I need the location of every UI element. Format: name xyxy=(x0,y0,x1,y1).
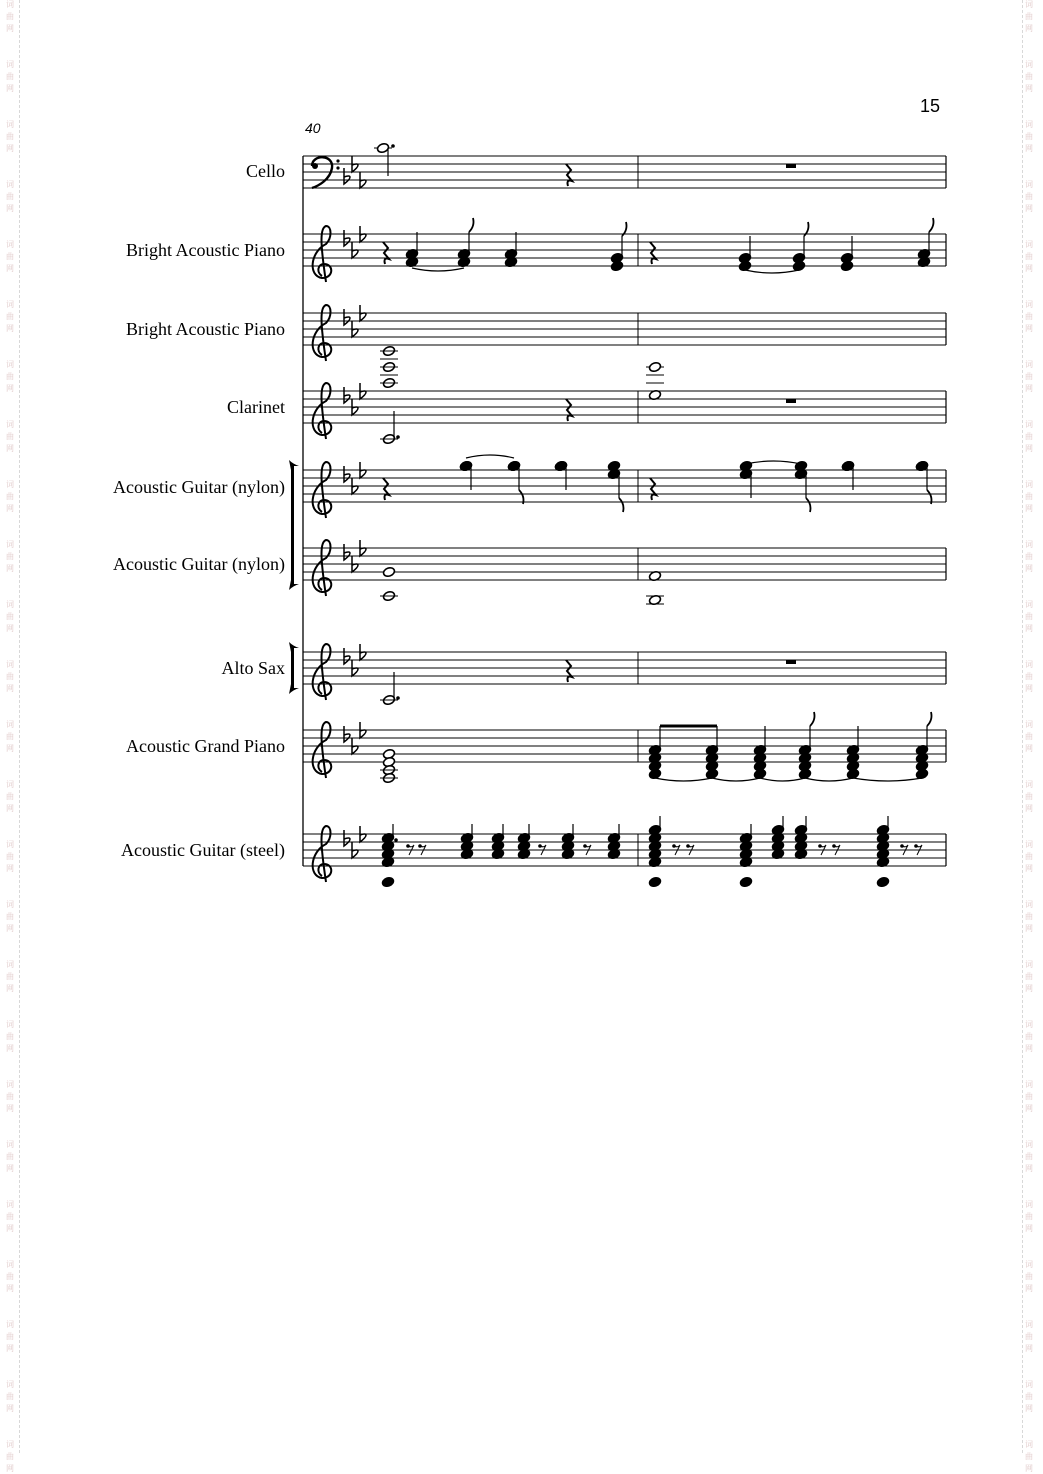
watermark-glyph: 词 xyxy=(1025,960,1033,969)
watermark-glyph: 网 xyxy=(6,624,14,633)
flat-icon xyxy=(352,738,358,754)
watermark-glyph: 词 xyxy=(6,120,14,129)
bass-clef-icon xyxy=(336,166,339,169)
watermark-glyph: 词 xyxy=(1025,180,1033,189)
watermark-glyph: 曲 xyxy=(6,1032,14,1041)
quarter-rest xyxy=(566,660,572,682)
watermark-glyph: 网 xyxy=(1025,1104,1033,1113)
flat-icon xyxy=(360,540,366,556)
watermark-glyph: 网 xyxy=(6,84,14,93)
watermark-glyph: 网 xyxy=(1025,1164,1033,1173)
watermark-glyph: 曲 xyxy=(1025,1092,1033,1101)
staff-label-bright-piano-1: Bright Acoustic Piano xyxy=(126,240,285,260)
watermark-glyph: 网 xyxy=(1025,804,1033,813)
watermark-glyph: 词 xyxy=(6,420,14,429)
watermark-glyph: 网 xyxy=(1025,504,1033,513)
watermark-glyph: 词 xyxy=(1025,1440,1033,1449)
whole-note-head xyxy=(648,361,661,372)
flat-icon xyxy=(344,309,350,325)
quarter-rest xyxy=(566,164,572,186)
quarter-rest xyxy=(383,478,389,500)
watermark-glyph: 词 xyxy=(6,1140,14,1149)
watermark-glyph: 网 xyxy=(6,264,14,273)
watermark-glyph: 曲 xyxy=(1025,192,1033,201)
watermark-glyph: 网 xyxy=(6,1344,14,1353)
watermark-glyph: 曲 xyxy=(6,1092,14,1101)
flat-icon xyxy=(352,660,358,676)
watermark-glyph: 曲 xyxy=(1025,732,1033,741)
watermark-glyph: 词 xyxy=(1025,1380,1033,1389)
quarter-rest xyxy=(650,242,656,264)
watermark-glyph: 词 xyxy=(6,720,14,729)
watermark-glyph: 词 xyxy=(6,960,14,969)
staff-label-alto-sax: Alto Sax xyxy=(221,658,285,678)
note-flag xyxy=(929,218,934,232)
watermark-glyph: 曲 xyxy=(6,1332,14,1341)
watermark-glyph: 网 xyxy=(6,444,14,453)
flat-icon xyxy=(360,383,366,399)
tie xyxy=(805,778,853,781)
quarter-rest xyxy=(650,478,656,500)
watermark-glyph: 网 xyxy=(6,24,14,33)
page-number: 15 xyxy=(920,96,941,116)
flat-icon xyxy=(360,226,366,242)
flat-icon xyxy=(344,387,350,403)
watermark-glyph: 网 xyxy=(6,804,14,813)
quarter-rest xyxy=(383,242,389,264)
watermark-glyph: 曲 xyxy=(6,312,14,321)
watermark-glyph: 网 xyxy=(1025,384,1033,393)
watermark-glyph: 网 xyxy=(6,1224,14,1233)
watermark-glyph: 网 xyxy=(6,1404,14,1413)
watermark-glyph: 词 xyxy=(1025,360,1033,369)
watermark-glyph: 词 xyxy=(1025,900,1033,909)
watermark-glyph: 曲 xyxy=(6,192,14,201)
watermark-glyph: 词 xyxy=(1025,60,1033,69)
bass-clef-icon xyxy=(312,157,332,188)
watermark-glyph: 曲 xyxy=(1025,792,1033,801)
augmentation-dot xyxy=(396,696,400,700)
flat-icon xyxy=(344,544,350,560)
whole-note-head xyxy=(382,566,395,577)
watermark-glyph: 曲 xyxy=(6,72,14,81)
watermark-glyph: 曲 xyxy=(1025,852,1033,861)
watermark-glyph: 曲 xyxy=(6,1272,14,1281)
flat-icon xyxy=(344,648,350,664)
note-head xyxy=(648,876,661,887)
watermark-glyph: 词 xyxy=(6,540,14,549)
watermark-glyph: 网 xyxy=(1025,24,1033,33)
watermark-glyph: 网 xyxy=(1025,324,1033,333)
watermark-glyph: 词 xyxy=(6,660,14,669)
note-head xyxy=(705,768,718,779)
flat-icon xyxy=(360,644,366,660)
bracket-nylon-guitars xyxy=(289,460,299,590)
watermark-glyph: 词 xyxy=(1025,660,1033,669)
watermark-glyph: 曲 xyxy=(1025,972,1033,981)
flat-icon xyxy=(344,830,350,846)
bracket-alto-sax xyxy=(289,642,299,694)
watermark-glyph: 词 xyxy=(1025,1320,1033,1329)
watermark-glyph: 网 xyxy=(6,204,14,213)
whole-rest xyxy=(786,164,796,168)
watermark-glyph: 词 xyxy=(6,480,14,489)
watermark-glyph: 曲 xyxy=(6,912,14,921)
watermark-glyph: 网 xyxy=(1025,924,1033,933)
flat-icon xyxy=(352,242,358,258)
watermark-glyph: 词 xyxy=(6,780,14,789)
watermark-glyph: 网 xyxy=(1025,264,1033,273)
watermark-glyph: 网 xyxy=(1025,624,1033,633)
augmentation-dot xyxy=(396,435,400,439)
watermark-glyph: 曲 xyxy=(6,372,14,381)
watermark-glyph: 曲 xyxy=(6,1152,14,1161)
watermark-glyph: 曲 xyxy=(1025,1152,1033,1161)
watermark-glyph: 网 xyxy=(1025,144,1033,153)
watermark-glyph: 网 xyxy=(1025,744,1033,753)
watermark-glyph: 曲 xyxy=(6,972,14,981)
augmentation-dot xyxy=(391,144,395,148)
watermark-glyph: 词 xyxy=(6,1200,14,1209)
watermark-glyph: 曲 xyxy=(6,492,14,501)
tie xyxy=(412,268,464,271)
watermark-glyph: 曲 xyxy=(1025,1032,1033,1041)
watermark-glyph: 曲 xyxy=(6,1392,14,1401)
watermark-glyph: 网 xyxy=(6,1104,14,1113)
watermark-glyph: 网 xyxy=(1025,684,1033,693)
watermark-glyph: 词 xyxy=(1025,1020,1033,1029)
flat-icon xyxy=(344,466,350,482)
watermark-glyph: 词 xyxy=(6,60,14,69)
watermark-glyph: 网 xyxy=(1025,1344,1033,1353)
watermark-glyph: 词 xyxy=(6,600,14,609)
watermark-glyph: 网 xyxy=(6,984,14,993)
watermark-glyph: 词 xyxy=(1025,1200,1033,1209)
watermark-glyph: 网 xyxy=(6,504,14,513)
watermark-glyph: 曲 xyxy=(1025,492,1033,501)
note-head xyxy=(876,876,889,887)
watermark-glyph: 曲 xyxy=(1025,1332,1033,1341)
watermark-glyph: 曲 xyxy=(1025,612,1033,621)
measure-number: 40 xyxy=(305,120,321,136)
flat-icon xyxy=(344,726,350,742)
watermark-glyph: 曲 xyxy=(6,12,14,21)
watermark-glyph: 曲 xyxy=(1025,1452,1033,1461)
flat-icon xyxy=(352,156,358,172)
watermark-glyph: 曲 xyxy=(1025,912,1033,921)
watermark-glyph: 词 xyxy=(6,1380,14,1389)
watermark-glyph: 词 xyxy=(6,900,14,909)
tie xyxy=(745,270,799,273)
watermark-glyph: 词 xyxy=(6,240,14,249)
watermark-glyph: 网 xyxy=(6,564,14,573)
watermark-glyph: 网 xyxy=(6,864,14,873)
watermark-glyph: 曲 xyxy=(1025,1272,1033,1281)
watermark-glyph: 网 xyxy=(6,144,14,153)
watermark-glyph: 词 xyxy=(6,0,14,9)
watermark-glyph: 词 xyxy=(1025,840,1033,849)
watermark-glyph: 网 xyxy=(1025,564,1033,573)
watermark-glyph: 曲 xyxy=(1025,252,1033,261)
note-head xyxy=(648,768,661,779)
note-head xyxy=(739,876,752,887)
staff-label-steel-guitar: Acoustic Guitar (steel) xyxy=(121,840,285,860)
watermark-glyph: 词 xyxy=(1025,480,1033,489)
watermark-glyph: 曲 xyxy=(6,432,14,441)
tie xyxy=(746,461,801,464)
watermark-glyph: 曲 xyxy=(1025,72,1033,81)
bass-clef-icon xyxy=(336,159,339,162)
flat-icon xyxy=(344,230,350,246)
watermark-glyph: 曲 xyxy=(6,1452,14,1461)
watermark-glyph: 词 xyxy=(1025,600,1033,609)
watermark-glyph: 网 xyxy=(1025,204,1033,213)
watermark-glyph: 网 xyxy=(6,1164,14,1173)
bass-clef-icon xyxy=(312,163,318,169)
note-head xyxy=(753,768,766,779)
watermark-glyph: 曲 xyxy=(6,672,14,681)
watermark-glyph: 网 xyxy=(6,684,14,693)
note-head xyxy=(381,876,394,887)
watermark-glyph: 曲 xyxy=(6,732,14,741)
note-head xyxy=(798,768,811,779)
watermark-glyph: 曲 xyxy=(6,852,14,861)
note-flag xyxy=(806,498,811,512)
watermark-glyph: 词 xyxy=(6,1020,14,1029)
watermark-glyph: 网 xyxy=(6,744,14,753)
watermark-glyph: 曲 xyxy=(6,1212,14,1221)
flat-icon xyxy=(352,478,358,494)
flat-icon xyxy=(360,722,366,738)
watermark-glyph: 曲 xyxy=(1025,672,1033,681)
watermark-glyph: 词 xyxy=(1025,420,1033,429)
flat-icon xyxy=(352,399,358,415)
staff-label-cello: Cello xyxy=(246,161,285,181)
watermark-glyph: 曲 xyxy=(6,552,14,561)
watermark-glyph: 曲 xyxy=(6,792,14,801)
watermark-glyph: 词 xyxy=(1025,1260,1033,1269)
watermark-glyph: 词 xyxy=(1025,720,1033,729)
watermark-glyph: 网 xyxy=(6,1284,14,1293)
tie xyxy=(853,778,922,781)
watermark-glyph: 词 xyxy=(1025,120,1033,129)
watermark-glyph: 网 xyxy=(1025,444,1033,453)
watermark-glyph: 词 xyxy=(6,1440,14,1449)
watermark-glyph: 词 xyxy=(6,1260,14,1269)
staff-label-nylon-guitar-1: Acoustic Guitar (nylon) xyxy=(113,477,285,497)
flat-icon xyxy=(352,556,358,572)
watermark-glyph: 词 xyxy=(6,1080,14,1089)
watermark-glyph: 词 xyxy=(6,300,14,309)
watermark-glyph: 曲 xyxy=(1025,552,1033,561)
watermark-glyph: 网 xyxy=(6,384,14,393)
note-flag xyxy=(469,218,474,232)
whole-rest xyxy=(786,399,796,403)
flat-icon xyxy=(352,842,358,858)
watermark-glyph: 曲 xyxy=(1025,372,1033,381)
flat-icon xyxy=(360,462,366,478)
watermark-glyph: 网 xyxy=(1025,1464,1033,1473)
staff-label-nylon-guitar-2: Acoustic Guitar (nylon) xyxy=(113,554,285,574)
watermark-glyph: 词 xyxy=(1025,1080,1033,1089)
watermark-glyph: 词 xyxy=(1025,780,1033,789)
watermark-glyph: 词 xyxy=(6,1320,14,1329)
watermark-glyph: 词 xyxy=(1025,240,1033,249)
whole-rest xyxy=(786,660,796,664)
note-head xyxy=(846,768,859,779)
staff-label-grand-piano: Acoustic Grand Piano xyxy=(126,736,285,756)
watermark-glyph: 曲 xyxy=(6,252,14,261)
watermark-glyph: 曲 xyxy=(1025,1212,1033,1221)
watermark-glyph: 网 xyxy=(6,924,14,933)
watermark-glyph: 词 xyxy=(1025,300,1033,309)
watermark-glyph: 曲 xyxy=(6,132,14,141)
tie xyxy=(466,455,514,458)
note-head xyxy=(915,768,928,779)
watermark-glyph: 网 xyxy=(6,324,14,333)
watermark-glyph: 词 xyxy=(1025,540,1033,549)
watermark-glyph: 网 xyxy=(1025,1224,1033,1233)
watermark-glyph: 网 xyxy=(1025,1044,1033,1053)
tie xyxy=(655,778,712,781)
watermark-glyph: 词 xyxy=(6,840,14,849)
flat-icon xyxy=(360,305,366,321)
watermark-glyph: 网 xyxy=(1025,1404,1033,1413)
augmentation-dot xyxy=(394,838,398,842)
flat-icon xyxy=(360,172,366,188)
flat-icon xyxy=(352,321,358,337)
watermark-glyph: 曲 xyxy=(1025,132,1033,141)
tie xyxy=(760,778,805,781)
watermark-glyph: 词 xyxy=(6,180,14,189)
watermark-glyph: 曲 xyxy=(1025,12,1033,21)
staff-label-clarinet: Clarinet xyxy=(227,397,285,417)
watermark-glyph: 曲 xyxy=(1025,432,1033,441)
watermark-glyph: 曲 xyxy=(1025,1392,1033,1401)
watermark-glyph: 网 xyxy=(1025,864,1033,873)
staff-label-bright-piano-2: Bright Acoustic Piano xyxy=(126,319,285,339)
tie xyxy=(712,778,760,781)
watermark-glyph: 网 xyxy=(1025,84,1033,93)
quarter-rest xyxy=(566,399,572,421)
watermark-glyph: 曲 xyxy=(1025,312,1033,321)
watermark-glyph: 词 xyxy=(6,360,14,369)
watermark-glyph: 词 xyxy=(1025,1140,1033,1149)
note-flag xyxy=(619,498,624,512)
watermark-glyph: 网 xyxy=(1025,1284,1033,1293)
note-flag xyxy=(927,712,932,726)
flat-icon xyxy=(360,826,366,842)
watermark-glyph: 网 xyxy=(6,1044,14,1053)
watermark-glyph: 曲 xyxy=(6,612,14,621)
watermark-glyph: 词 xyxy=(1025,0,1033,9)
flat-icon xyxy=(344,168,350,184)
watermark-glyph: 网 xyxy=(6,1464,14,1473)
watermark-glyph: 网 xyxy=(1025,984,1033,993)
note-flag xyxy=(810,712,815,726)
